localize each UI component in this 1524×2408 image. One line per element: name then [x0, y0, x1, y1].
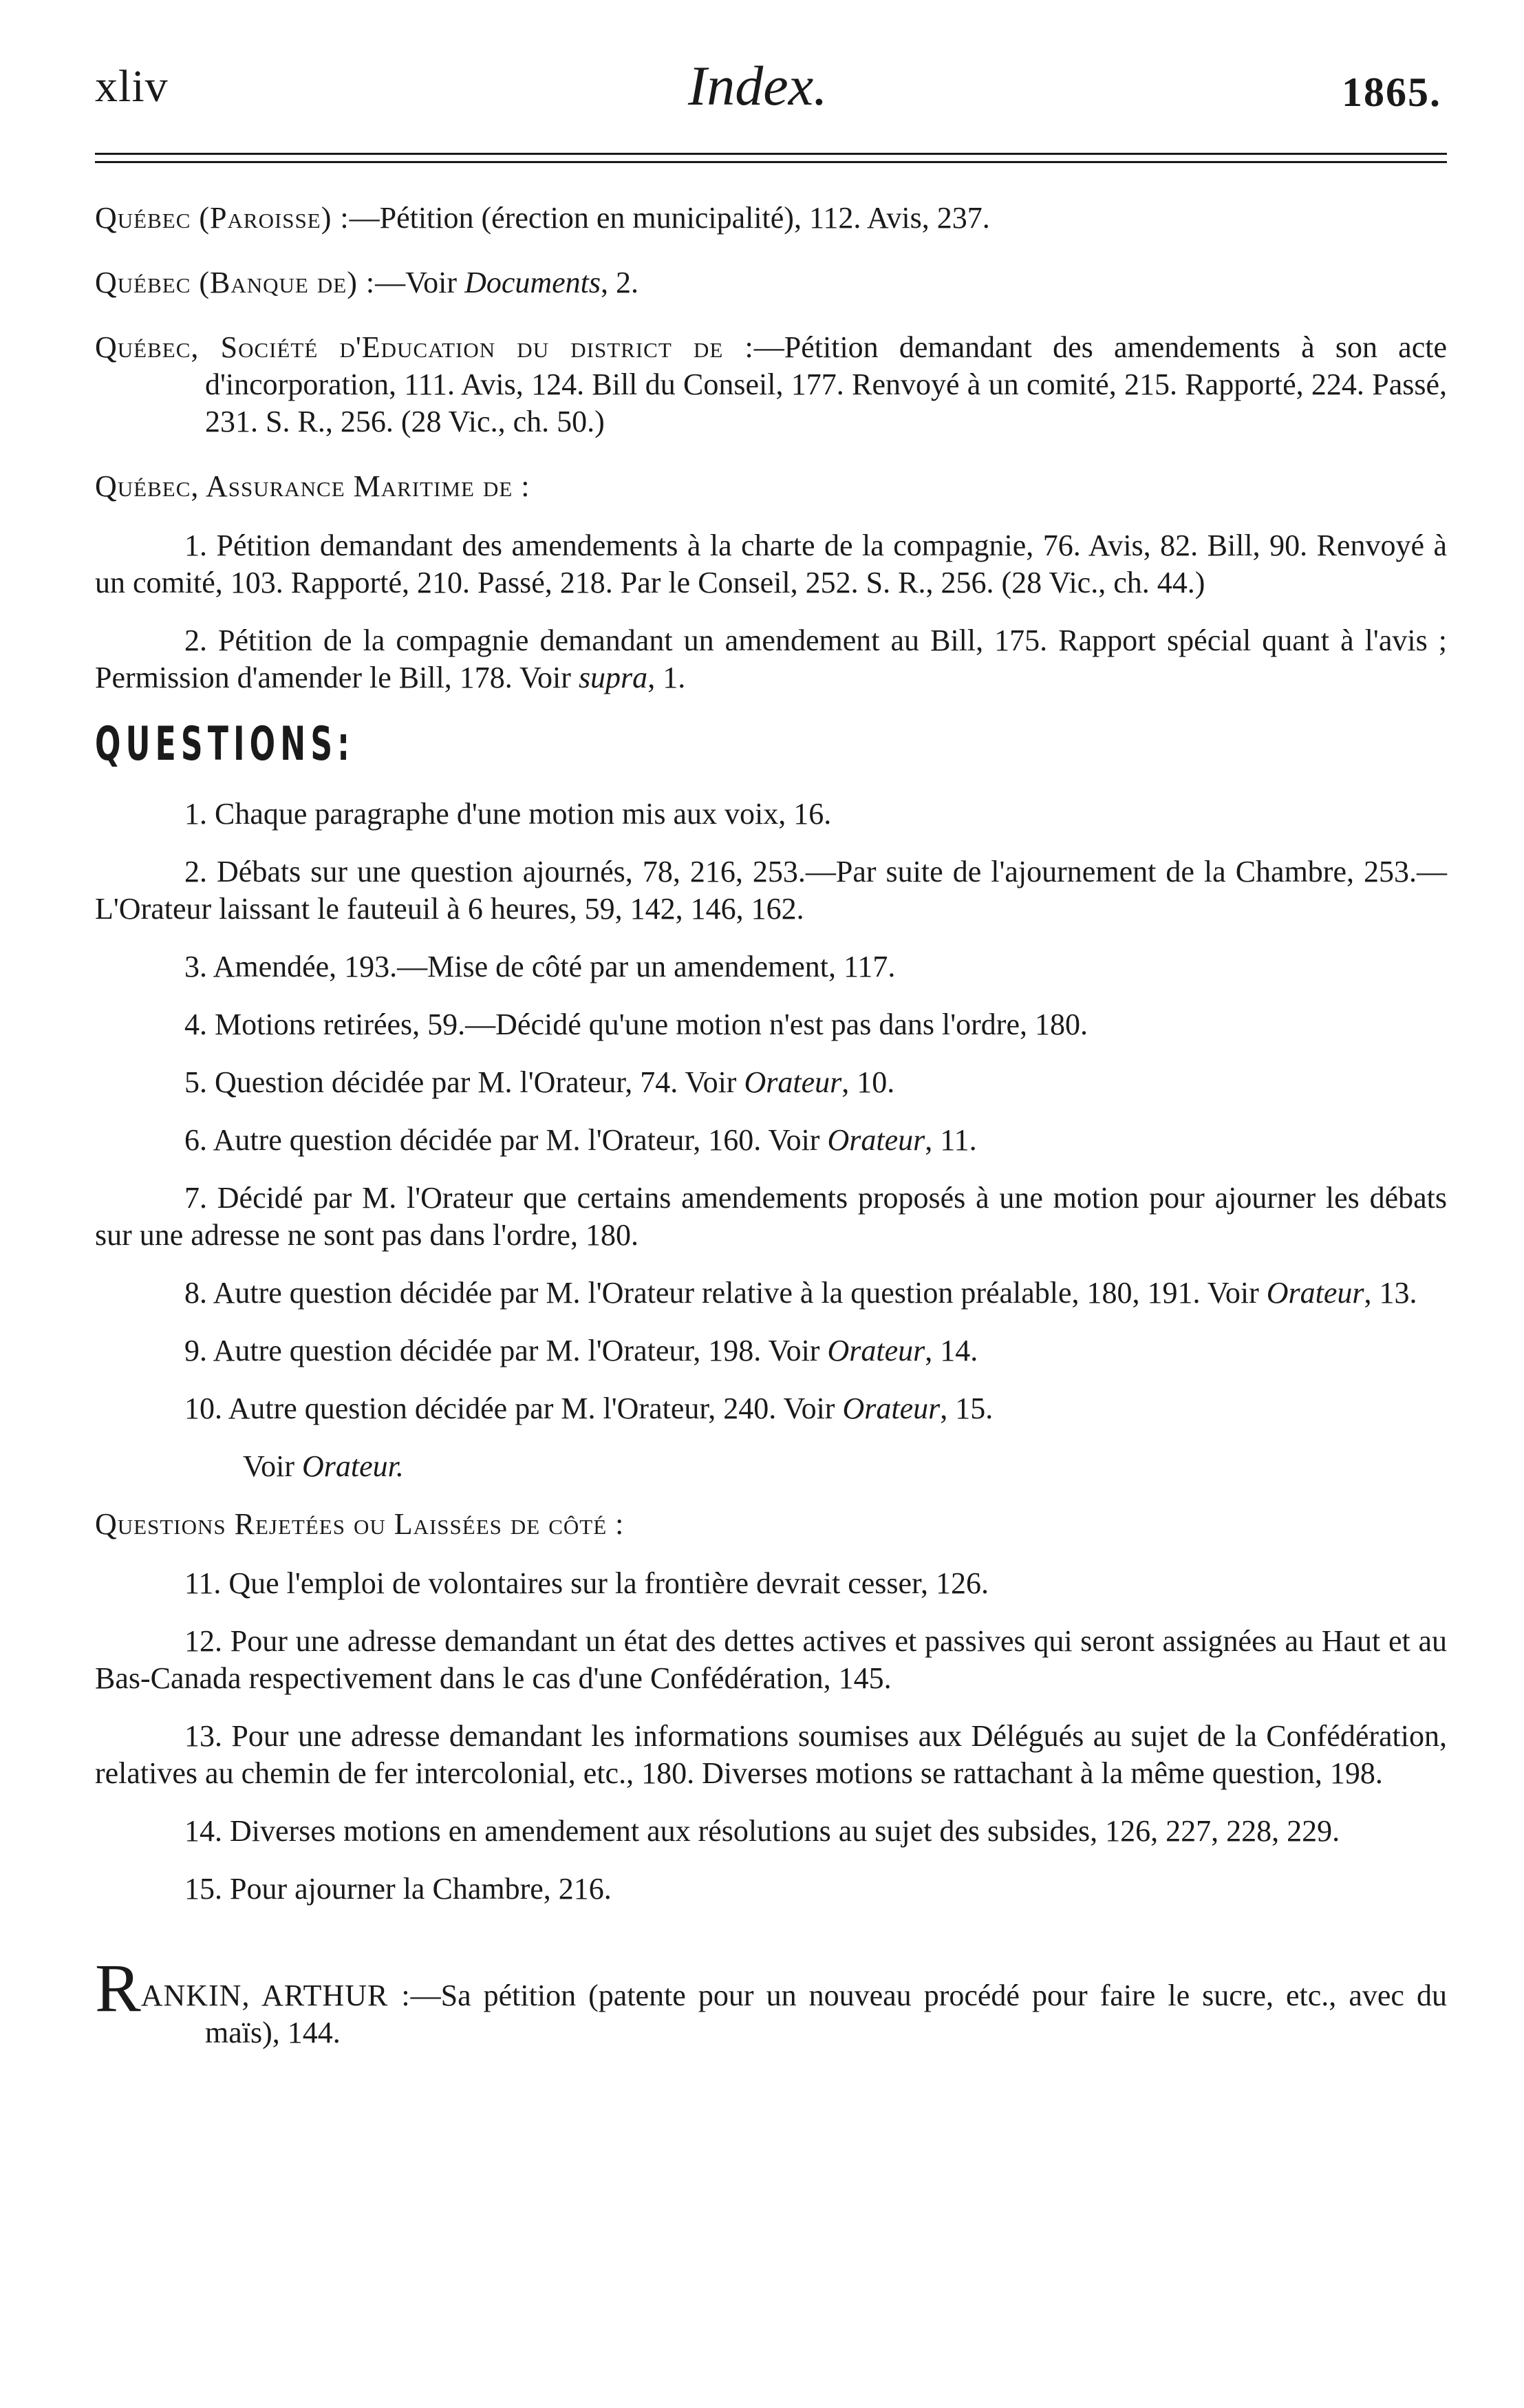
entry-quebec-paroisse	[95, 200, 1447, 237]
item-text-end: , 11.	[925, 1123, 977, 1157]
entry-head: Québec (Paroisse) :	[95, 201, 350, 235]
question-item	[95, 1122, 1447, 1159]
item-text-end: , 14.	[925, 1334, 978, 1367]
item-text-end: , 1.	[647, 661, 686, 694]
questions-voir	[95, 1448, 1447, 1485]
question-item	[95, 1332, 1447, 1370]
question-item: 1. Chaque paragraphe d'une motion mis aux voix, 16.	[184, 797, 832, 831]
entry-head: Québec, Assurance Maritime de :	[95, 469, 530, 503]
item-text: 2. Pétition de la compagnie demandant un amendement au Bill, 175. Rapport spécial quant à l'avis ; Permission d'amender le Bill, 178. Voir	[95, 624, 1447, 694]
rejetee-item: 11. Que l'emploi de volontaires sur la frontière devrait cesser, 126.	[184, 1566, 989, 1600]
assurance-item-1: 1. Pétition demandant des amendements à la charte de la compagnie, 76. Avis, 82. Bill, 90. Renvoyé à un comité, 103. Rapporté, 210. Passé, 218. Par le Conseil, 252. S. R., 256. (28 Vic., ch. 44.)	[95, 529, 1447, 599]
item-text: 9. Autre question décidée par M. l'Orateur, 198. Voir	[184, 1334, 828, 1367]
question-item: 2. Débats sur une question ajournés, 78, 216, 253.—Par suite de l'ajournement de la Chambre, 253.—L'Orateur laissant le fauteuil à 6 heures, 59, 142, 146, 162.	[95, 855, 1447, 926]
rejetee-item: 13. Pour une adresse demandant les informations soumises aux Délégués au sujet de la Confédération, relatives au chemin de fer intercolonial, etc., 180. Diverses motions se rattachant à la même question, 198.	[95, 1719, 1447, 1790]
rejetee-item: 15. Pour ajourner la Chambre, 216.	[184, 1872, 612, 1906]
index-body	[95, 200, 1447, 2082]
page-title: Index.	[688, 54, 828, 117]
header-rule-bottom	[95, 161, 1447, 163]
voir-text: Voir	[243, 1449, 302, 1483]
item-text-end: , 15.	[940, 1392, 994, 1425]
item-reference: Orateur	[842, 1392, 941, 1425]
question-item	[95, 1064, 1447, 1101]
entry-text: —Sa pétition (patente pour un nouveau procédé pour faire le sucre, etc., avec du maïs), 144.	[205, 1979, 1447, 2049]
entry-text-end: , 2.	[601, 266, 639, 299]
subsection-heading: Questions Rejetées ou Laissées de côté :	[95, 1507, 625, 1541]
item-text: 5. Question décidée par M. l'Orateur, 74. Voir	[184, 1065, 744, 1099]
rejetee-item: 14. Diverses motions en amendement aux résolutions au sujet des subsides, 126, 227, 228, 229.	[184, 1814, 1340, 1848]
entry-rankin-arthur	[95, 1950, 1447, 2052]
entry-text: —Pétition demandant des amendements à son acte d'incorporation, 111. Avis, 124. Bill du Conseil, 177. Renvoyé à un comité, 215. Rapporté, 224. Passé, 231. S. R., 256. (28 Vic., ch. 50.)	[205, 330, 1447, 438]
entry-quebec-banque	[95, 264, 1447, 301]
page-header	[0, 0, 1524, 158]
entry-reference: Documents	[464, 266, 601, 299]
entry-quebec-societe-education	[95, 329, 1447, 440]
item-reference: Orateur	[827, 1123, 925, 1157]
rejetee-item: 12. Pour une adresse demandant un état des dettes actives et passives qui seront assignées au Haut et au Bas-Canada respectivement dans le cas d'une Confédération, 145.	[95, 1624, 1447, 1695]
item-text: 10. Autre question décidée par M. l'Orateur, 240. Voir	[184, 1392, 843, 1425]
year-label: 1865.	[1342, 70, 1441, 115]
entry-text: —Voir	[375, 266, 465, 299]
item-text-end: , 13.	[1364, 1276, 1417, 1310]
item-text: 6. Autre question décidée par M. l'Orateur, 160. Voir	[184, 1123, 828, 1157]
item-text-end: , 10.	[841, 1065, 895, 1099]
header-rule-top	[95, 153, 1447, 155]
question-item: 7. Décidé par M. l'Orateur que certains amendements proposés à une motion pour ajourner les débats sur une adresse ne sont pas dans l'ordre, 180.	[95, 1181, 1447, 1252]
item-reference: Orateur	[744, 1065, 842, 1099]
entry-head: Québec (Banque de) :	[95, 266, 376, 299]
section-heading-questions: QUESTIONS:	[95, 717, 355, 771]
item-reference: Orateur	[827, 1334, 925, 1367]
item-reference: supra	[578, 661, 648, 694]
page-number: xliv	[95, 61, 169, 111]
subsection-rejetees	[95, 1506, 1447, 1543]
entry-head: Québec, Société d'Education du district de :	[95, 330, 754, 364]
drop-initial: R	[95, 1950, 141, 2026]
question-item: 3. Amendée, 193.—Mise de côté par un amendement, 117.	[184, 950, 896, 983]
assurance-item-2	[95, 622, 1447, 696]
question-item	[95, 1390, 1447, 1427]
question-item	[95, 1275, 1447, 1312]
question-item: 4. Motions retirées, 59.—Décidé qu'une motion n'est pas dans l'ordre, 180.	[184, 1008, 1088, 1041]
entry-text: —Pétition (érection en municipalité), 112. Avis, 237.	[349, 201, 990, 235]
entry-quebec-assurance-maritime	[95, 468, 1447, 505]
item-text: 8. Autre question décidée par M. l'Orateur relative à la question préalable, 180, 191. Voir	[184, 1276, 1267, 1310]
entry-head: ANKIN, ARTHUR :	[140, 1979, 411, 2012]
item-reference: Orateur	[1266, 1276, 1364, 1310]
voir-reference: Orateur.	[301, 1449, 404, 1483]
